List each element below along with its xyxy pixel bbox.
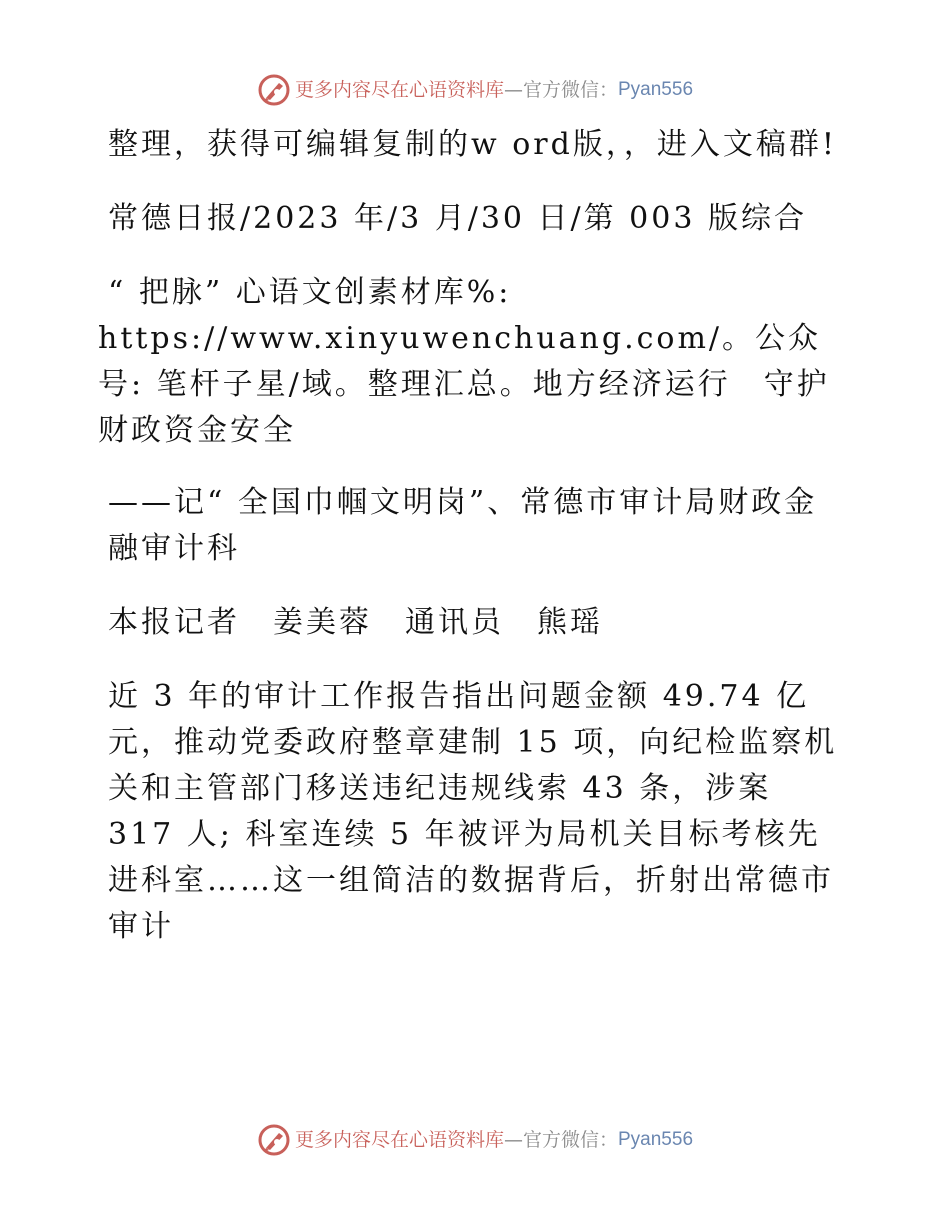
paragraph-intro: 整理，获得可编辑复制的w ord版，，进入文稿群! [108, 127, 837, 162]
watermark-dash: — [503, 1129, 523, 1151]
watermark-banner-bottom [0, 1122, 950, 1158]
watermark-main-text: 更多内容尽在心语资料库 [294, 1129, 504, 1151]
watermark-wechat-id: Pyan556 [618, 79, 694, 100]
watermark-main-text: 更多内容尽在心语资料库 [294, 79, 504, 101]
paragraph-source: 常德日报/2023 年/3 月/30 日/第 003 版综合 [108, 201, 807, 236]
watermark-dash: — [503, 79, 523, 101]
watermark-official-label: 官方微信： [522, 1129, 618, 1151]
paragraph-headline [98, 270, 850, 454]
watermark-official-label: 官方微信： [522, 79, 618, 101]
pen-seal-logo-icon [257, 73, 291, 107]
paragraph-body: 近 3 年的审计工作报告指出问题金额 49.74 亿元，推动党委政府整章建制 15 项，向纪检监察机关和主管部门移送违纪违规线索 43 条，涉案 317 人; 科室连续 5 年被评为局机关目标考核先进科室……这一组简洁的数据背后，折射出常德市审计 [108, 679, 838, 944]
pen-seal-logo-icon [257, 1123, 291, 1157]
watermark-banner-top [0, 72, 950, 108]
watermark-wechat-id: Pyan556 [618, 1129, 694, 1150]
paragraph-subtitle: ——记“ 全国巾帼文明岗”、常德市审计局财政金融审计科 [108, 485, 818, 566]
document-body [98, 122, 850, 978]
headline-text: “ 把脉” 心语文创素材库%: https://www.xinyuwenchuang.com/。公众号: 笔杆子星/域。整理汇总。地方经济运行 守护财政资金安全 [98, 275, 830, 448]
paragraph-byline: 本报记者 姜美蓉 通讯员 熊瑶 [108, 605, 603, 640]
